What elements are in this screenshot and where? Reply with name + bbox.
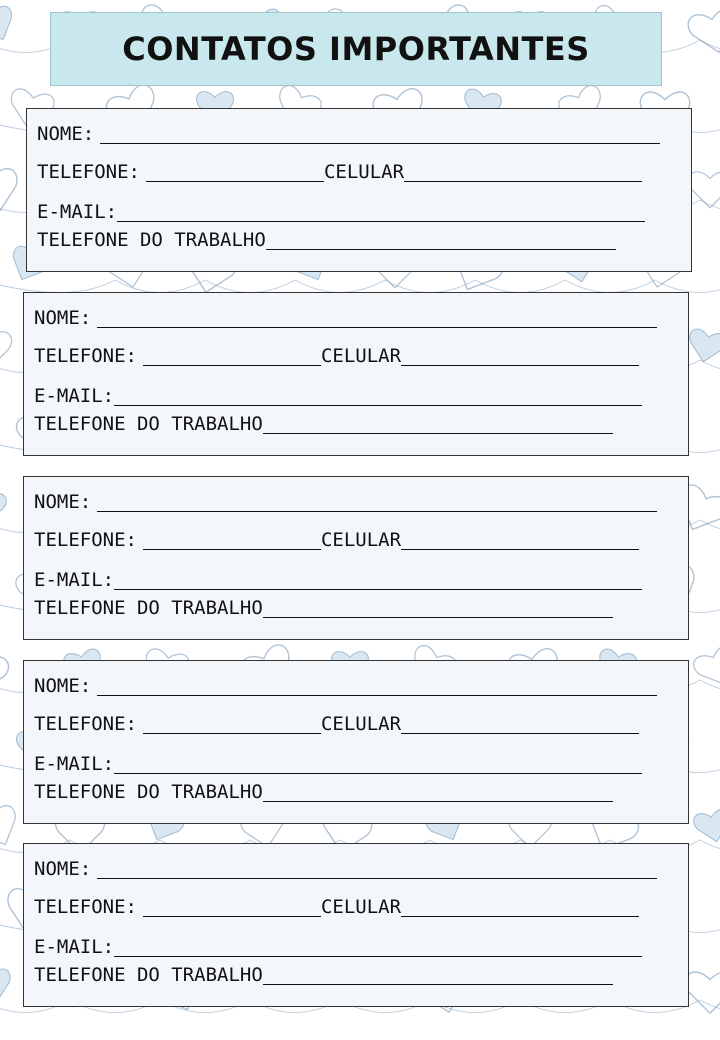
celular-label: CELULAR [320,713,402,735]
nome-label: NOME: [34,491,92,513]
heart-icon [691,643,720,693]
telefone-row [34,339,639,369]
telefone-trabalho-label: TELEFONE DO TRABALHO [34,964,263,986]
celular-label: CELULAR [320,529,402,551]
nome-label: NOME: [34,307,92,329]
nome-field-line[interactable] [97,695,657,696]
nome-field-line[interactable] [100,143,660,144]
telefone-trabalho-row [37,223,616,253]
email-row [37,195,645,225]
heart-icon [0,488,8,526]
nome-field-line[interactable] [97,878,657,879]
nome-row [34,301,657,331]
telefone-row [34,707,639,737]
telefone-trabalho-row [34,591,613,621]
telefone-label: TELEFONE: [34,713,137,735]
celular-label: CELULAR [323,161,405,183]
nome-row [34,669,657,699]
nome-field-line[interactable] [97,511,657,512]
telefone-trabalho-row [34,407,613,437]
heart-icon [692,808,720,846]
email-row [34,930,642,960]
telefone-trabalho-label: TELEFONE DO TRABALHO [34,781,263,803]
email-label: E-MAIL: [34,936,115,958]
email-row [34,563,642,593]
heart-icon [0,968,15,1006]
email-label: E-MAIL: [37,201,118,223]
email-field-line[interactable] [114,773,642,774]
telefone-row [37,155,642,185]
nome-row [34,852,657,882]
heart-icon [0,4,20,47]
telefone-row [34,523,639,553]
telefone-trabalho-label: TELEFONE DO TRABALHO [34,413,263,435]
email-label: E-MAIL: [34,385,115,407]
telefone-field-line[interactable] [143,365,321,366]
telefone-field-line[interactable] [143,733,321,734]
celular-field-line[interactable] [401,916,639,917]
nome-row [34,485,657,515]
celular-field-line[interactable] [401,549,639,550]
celular-label: CELULAR [320,345,402,367]
page-title: CONTATOS IMPORTANTES [122,30,590,68]
heart-icon [685,328,720,366]
contact-card-2 [23,292,689,456]
celular-label: CELULAR [320,896,402,918]
celular-field-line[interactable] [401,365,639,366]
telefone-trabalho-row [34,775,613,805]
contact-card-3 [23,476,689,640]
telefone-trabalho-label: TELEFONE DO TRABALHO [34,597,263,619]
heart-icon [686,7,720,58]
telefone-label: TELEFONE: [34,529,137,551]
email-field-line[interactable] [114,405,642,406]
contact-card-1 [26,108,692,272]
nome-field-line[interactable] [97,327,657,328]
email-row [34,747,642,777]
telefone-field-line[interactable] [143,916,321,917]
heart-icon [0,803,25,853]
title-banner [50,12,662,86]
telefone-trabalho-field-line[interactable] [263,984,613,985]
celular-field-line[interactable] [401,733,639,734]
email-field-line[interactable] [114,956,642,957]
telefone-trabalho-field-line[interactable] [263,433,613,434]
heart-string-line [0,280,720,293]
telefone-trabalho-field-line[interactable] [263,801,613,802]
telefone-row [34,890,639,920]
telefone-label: TELEFONE: [37,161,140,183]
email-field-line[interactable] [114,589,642,590]
contact-card-4 [23,660,689,824]
contact-card-5 [23,843,689,1007]
telefone-field-line[interactable] [143,549,321,550]
heart-icon [0,332,12,368]
email-label: E-MAIL: [34,753,115,775]
telefone-trabalho-field-line[interactable] [266,249,616,250]
telefone-label: TELEFONE: [34,896,137,918]
celular-field-line[interactable] [404,181,642,182]
email-label: E-MAIL: [34,569,115,591]
nome-label: NOME: [37,123,95,145]
telefone-trabalho-label: TELEFONE DO TRABALHO [37,229,266,251]
telefone-trabalho-field-line[interactable] [263,617,613,618]
nome-label: NOME: [34,675,92,697]
telefone-trabalho-row [34,958,613,988]
telefone-label: TELEFONE: [34,345,137,367]
telefone-field-line[interactable] [146,181,324,182]
email-field-line[interactable] [117,221,645,222]
nome-label: NOME: [34,858,92,880]
nome-row [37,117,660,147]
email-row [34,379,642,409]
